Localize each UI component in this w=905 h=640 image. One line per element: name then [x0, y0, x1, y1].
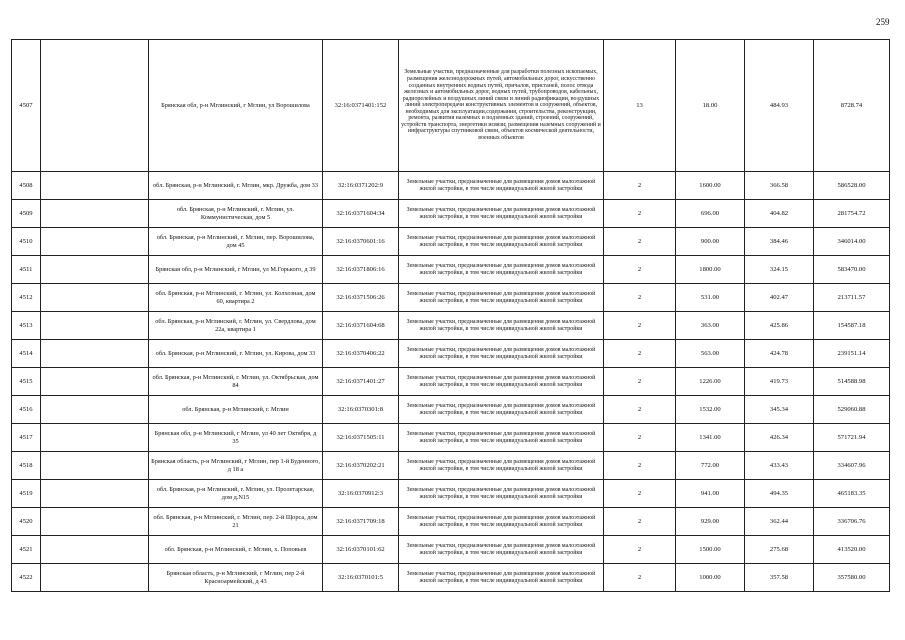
cell-cadastral-number: 32:16:0371505:11: [323, 424, 399, 452]
table-row: [12, 368, 890, 396]
cell-cadastral-value: 8728.74: [814, 40, 890, 172]
cell-cadastral-value: 154587.18: [814, 312, 890, 340]
cell-empty: [41, 536, 149, 564]
table-row: [12, 424, 890, 452]
cell-cadastral-number: 32:16:0371401:152: [323, 40, 399, 172]
cell-zone-code: 2: [604, 536, 676, 564]
cell-zone-code: 2: [604, 508, 676, 536]
cell-permitted-use: Земельные участки, предназначенные для размещения домов малоэтажной жилой застройки, в том числе индивидуальной жилой застройки: [399, 424, 604, 452]
cell-zone-code: 2: [604, 312, 676, 340]
cell-area: 363.00: [676, 312, 745, 340]
cell-address: Брянская область, р-н Мглинский, г Мглин, пер 1-й Буденного, д 18 а: [149, 452, 323, 480]
cell-empty: [41, 508, 149, 536]
cell-cadastral-value: 586528.00: [814, 172, 890, 200]
cell-cadastral-number: 32:16:0371202:9: [323, 172, 399, 200]
cell-empty: [41, 172, 149, 200]
cell-row-number: 4514: [12, 340, 41, 368]
cell-permitted-use: Земельные участки, предназначенные для размещения домов малоэтажной жилой застройки, в том числе индивидуальной жилой застройки: [399, 312, 604, 340]
cell-zone-code: 2: [604, 564, 676, 592]
cell-empty: [41, 200, 149, 228]
cell-zone-code: 13: [604, 40, 676, 172]
cell-row-number: 4508: [12, 172, 41, 200]
cell-address: Брянская обл, р-н Мглинский, г Мглин, ул 40 лет Октября, д 35: [149, 424, 323, 452]
cell-unit-value: 362.44: [745, 508, 814, 536]
cell-permitted-use: Земельные участки, предназначенные для размещения домов малоэтажной жилой застройки, в том числе индивидуальной жилой застройки: [399, 368, 604, 396]
cell-cadastral-number: 32:16:0370101:62: [323, 536, 399, 564]
cell-area: 696.00: [676, 200, 745, 228]
cell-cadastral-number: 32:16:0370406:22: [323, 340, 399, 368]
cell-zone-code: 2: [604, 368, 676, 396]
cell-row-number: 4510: [12, 228, 41, 256]
cell-row-number: 4520: [12, 508, 41, 536]
cell-permitted-use: Земельные участки, предназначенные для размещения домов малоэтажной жилой застройки, в том числе индивидуальной жилой застройки: [399, 284, 604, 312]
cell-row-number: 4518: [12, 452, 41, 480]
cell-row-number: 4521: [12, 536, 41, 564]
cell-area: 1500.00: [676, 536, 745, 564]
cell-row-number: 4522: [12, 564, 41, 592]
cell-area: 900.00: [676, 228, 745, 256]
cell-address: обл. Брянская, р-н Мглинский, г. Мглин, ул. Кирова, дом 33: [149, 340, 323, 368]
cell-unit-value: 366.58: [745, 172, 814, 200]
cell-cadastral-value: 239151.14: [814, 340, 890, 368]
cell-unit-value: 494.35: [745, 480, 814, 508]
cell-unit-value: 424.78: [745, 340, 814, 368]
cell-address: Брянская область, р-н Мглинский, г Мглин, пер 2-й Красноармейский, д 43: [149, 564, 323, 592]
cell-unit-value: 433.43: [745, 452, 814, 480]
cell-area: 941.00: [676, 480, 745, 508]
cell-unit-value: 384.46: [745, 228, 814, 256]
cell-cadastral-number: 32:16:0371604:68: [323, 312, 399, 340]
cell-unit-value: 324.15: [745, 256, 814, 284]
cell-zone-code: 2: [604, 452, 676, 480]
cell-cadastral-value: 334607.96: [814, 452, 890, 480]
cell-area: 929.00: [676, 508, 745, 536]
table-row: [12, 396, 890, 424]
cell-unit-value: 275.68: [745, 536, 814, 564]
table-row: [12, 536, 890, 564]
cell-address: Брянская обл, р-н Мглинский, г Мглин, ул Ворошилова: [149, 40, 323, 172]
cell-permitted-use: Земельные участки, предназначенные для размещения домов малоэтажной жилой застройки, в том числе индивидуальной жилой застройки: [399, 480, 604, 508]
cell-address: обл. Брянская, р-н Мглинский, г. Мглин, ул. Пролетарская, дом д.N15: [149, 480, 323, 508]
cell-unit-value: 404.82: [745, 200, 814, 228]
cell-permitted-use: Земельные участки, предназначенные для размещения домов малоэтажной жилой застройки, в том числе индивидуальной жилой застройки: [399, 256, 604, 284]
cell-zone-code: 2: [604, 172, 676, 200]
cell-unit-value: 402.47: [745, 284, 814, 312]
cell-empty: [41, 40, 149, 172]
cell-cadastral-number: 32:16:0371709:18: [323, 508, 399, 536]
cell-cadastral-value: 583470.00: [814, 256, 890, 284]
cell-area: 563.00: [676, 340, 745, 368]
cell-row-number: 4517: [12, 424, 41, 452]
cell-empty: [41, 284, 149, 312]
table-row: [12, 452, 890, 480]
cell-cadastral-value: 571721.94: [814, 424, 890, 452]
cell-unit-value: 345.34: [745, 396, 814, 424]
cell-cadastral-value: 213711.57: [814, 284, 890, 312]
cell-permitted-use: Земельные участки, предназначенные для размещения домов малоэтажной жилой застройки, в том числе индивидуальной жилой застройки: [399, 536, 604, 564]
cell-permitted-use: Земельные участки, предназначенные для размещения домов малоэтажной жилой застройки, в том числе индивидуальной жилой застройки: [399, 200, 604, 228]
cell-zone-code: 2: [604, 396, 676, 424]
cell-cadastral-value: 336706.76: [814, 508, 890, 536]
cell-zone-code: 2: [604, 200, 676, 228]
cell-permitted-use: Земельные участки, предназначенные для размещения домов малоэтажной жилой застройки, в том числе индивидуальной жилой застройки: [399, 172, 604, 200]
table-body: [12, 40, 890, 592]
cell-area: 772.00: [676, 452, 745, 480]
cell-cadastral-value: 281754.72: [814, 200, 890, 228]
cell-empty: [41, 340, 149, 368]
cell-area: 1000.00: [676, 564, 745, 592]
cell-zone-code: 2: [604, 480, 676, 508]
cell-zone-code: 2: [604, 424, 676, 452]
cell-address: обл. Брянская, р-н Мглинский, г. Мглин, х. Поповьев: [149, 536, 323, 564]
cell-area: 1341.00: [676, 424, 745, 452]
cell-cadastral-number: 32:16:0371806:16: [323, 256, 399, 284]
table-row: [12, 172, 890, 200]
cell-unit-value: 419.73: [745, 368, 814, 396]
cell-cadastral-value: 357580.00: [814, 564, 890, 592]
cell-row-number: 4515: [12, 368, 41, 396]
cell-area: 18.00: [676, 40, 745, 172]
cell-cadastral-value: 529060.88: [814, 396, 890, 424]
cell-cadastral-value: 413520.00: [814, 536, 890, 564]
cell-cadastral-number: 32:16:0370601:16: [323, 228, 399, 256]
cell-area: 1226.00: [676, 368, 745, 396]
cell-unit-value: 357.58: [745, 564, 814, 592]
cell-row-number: 4513: [12, 312, 41, 340]
cell-cadastral-value: 465183.35: [814, 480, 890, 508]
cell-permitted-use: Земельные участки, предназначенные для размещения домов малоэтажной жилой застройки, в том числе индивидуальной жилой застройки: [399, 340, 604, 368]
cell-cadastral-number: 32:16:0370101:5: [323, 564, 399, 592]
cell-cadastral-number: 32:16:0370912:3: [323, 480, 399, 508]
page-number: 259: [876, 17, 890, 27]
cell-cadastral-number: 32:16:0371401:27: [323, 368, 399, 396]
cell-cadastral-value: 346014.00: [814, 228, 890, 256]
cell-address: обл. Брянская, р-н Мглинский, г. Мглин, ул. Свердлова, дом 22а, квартира 1: [149, 312, 323, 340]
table-row: [12, 200, 890, 228]
cell-cadastral-number: 32:16:0370202:21: [323, 452, 399, 480]
cell-zone-code: 2: [604, 256, 676, 284]
cell-row-number: 4509: [12, 200, 41, 228]
cell-area: 531.00: [676, 284, 745, 312]
table-row: [12, 256, 890, 284]
cell-empty: [41, 480, 149, 508]
cell-permitted-use: Земельные участки, предназначенные для размещения домов малоэтажной жилой застройки, в том числе индивидуальной жилой застройки: [399, 396, 604, 424]
cell-empty: [41, 424, 149, 452]
cell-address: обл. Брянская, р-н Мглинский, г. Мглин, мкр. Дружба, дом 33: [149, 172, 323, 200]
cell-row-number: 4516: [12, 396, 41, 424]
cell-cadastral-number: 32:16:0370301:8: [323, 396, 399, 424]
cell-area: 1800.00: [676, 256, 745, 284]
cell-empty: [41, 228, 149, 256]
cell-address: обл. Брянская, р-н Мглинский, г. Мглин, пер. Ворошилова, дом 45: [149, 228, 323, 256]
cell-cadastral-number: 32:16:0371604:34: [323, 200, 399, 228]
cell-row-number: 4511: [12, 256, 41, 284]
cell-zone-code: 2: [604, 284, 676, 312]
table-row: [12, 312, 890, 340]
cell-permitted-use: Земельные участки, предназначенные для размещения домов малоэтажной жилой застройки, в том числе индивидуальной жилой застройки: [399, 564, 604, 592]
cell-row-number: 4512: [12, 284, 41, 312]
cell-address: обл. Брянская, р-н Мглинский, г. Мглин, ул. Коммунистическая, дом 5: [149, 200, 323, 228]
cell-zone-code: 2: [604, 340, 676, 368]
cell-cadastral-number: 32:16:0371506:26: [323, 284, 399, 312]
cell-unit-value: 484.93: [745, 40, 814, 172]
cell-address: обл. Брянская, р-н Мглинский, г. Мглин: [149, 396, 323, 424]
cell-permitted-use: Земельные участки, предназначенные для разработки полезных ископаемых, размещения железнодорожных путей, автомобильных дорог, искусственно созданных внутренних водных путей, причалов, пристаней, полос отвода железных и автомобильных дорог, водных путей, трубопроводов, кабельных, радиорелейных и воздушных линий связи и линий радиофикации, воздушных линий электропередачи конструктивных элементов и сооружений, объектов, необходимых для эксплуатации,содержания, строительства, реконструкции, ремонта, развития наземных и подземных зданий, строений, сооружений, устройств транспорта, энергетики исвязи; размещения наземных сооружений и инфраструктуры спутниковой связи, объектов космической деятельности, военных объектов: [399, 40, 604, 172]
cell-empty: [41, 368, 149, 396]
cell-address: Брянская обл, р-н Мглинский, г Мглин, ул М.Горького, д 39: [149, 256, 323, 284]
table-row: [12, 40, 890, 172]
cell-empty: [41, 312, 149, 340]
table-row: [12, 340, 890, 368]
cell-zone-code: 2: [604, 228, 676, 256]
table-row: [12, 508, 890, 536]
cell-row-number: 4519: [12, 480, 41, 508]
cell-address: обл. Брянская, р-н Мглинский, г. Мглин, ул. Колхозная, дом 60, квартира 2: [149, 284, 323, 312]
cell-empty: [41, 256, 149, 284]
cell-address: обл. Брянская, р-н Мглинский, г. Мглин, ул. Октябрьская, дом 84: [149, 368, 323, 396]
cell-empty: [41, 396, 149, 424]
table-row: [12, 564, 890, 592]
cell-cadastral-value: 514588.98: [814, 368, 890, 396]
cell-permitted-use: Земельные участки, предназначенные для размещения домов малоэтажной жилой застройки, в том числе индивидуальной жилой застройки: [399, 228, 604, 256]
cell-unit-value: 425.86: [745, 312, 814, 340]
cell-permitted-use: Земельные участки, предназначенные для размещения домов малоэтажной жилой застройки, в том числе индивидуальной жилой застройки: [399, 452, 604, 480]
cell-address: обл. Брянская, р-н Мглинский, г. Мглин, пер. 2-й Щорса, дом 21: [149, 508, 323, 536]
cell-row-number: 4507: [12, 40, 41, 172]
cell-empty: [41, 564, 149, 592]
cell-permitted-use: Земельные участки, предназначенные для размещения домов малоэтажной жилой застройки, в том числе индивидуальной жилой застройки: [399, 508, 604, 536]
table-row: [12, 480, 890, 508]
cell-empty: [41, 452, 149, 480]
table-row: [12, 228, 890, 256]
cell-area: 1600.00: [676, 172, 745, 200]
cell-area: 1532.00: [676, 396, 745, 424]
land-plot-table: [11, 39, 890, 592]
cell-unit-value: 426.34: [745, 424, 814, 452]
table-row: [12, 284, 890, 312]
